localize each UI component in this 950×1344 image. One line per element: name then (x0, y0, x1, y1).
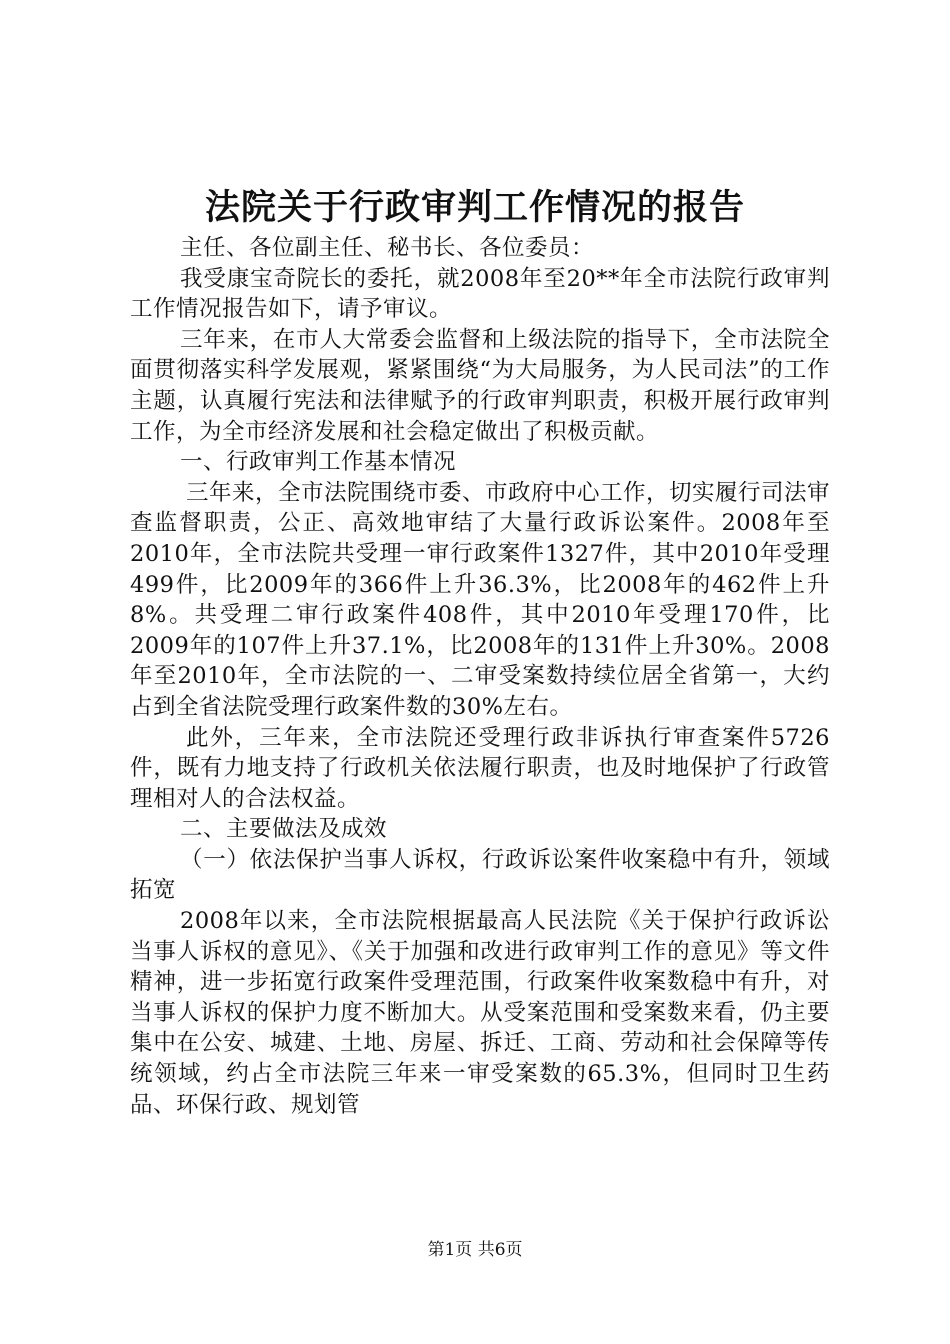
salutation: 主任、各位副主任、秘书长、各位委员： (180, 235, 595, 261)
document-body (130, 233, 830, 1120)
paragraph-case-statistics: 三年来，全市法院围绕市委、市政府中心工作，切实履行司法审查监督职责，公正、高效地审结了大量行政诉讼案件。2008年至2010年，全市法院共受理一审行政案件1327件，其中2010年受理499件，比2009年的366件上升36.3%，比2008年的462件上升8%。共受理二审行政案件408件，其中2010年受理170件，比2009年的107件上升37.1%，比2008年的131件上升30%。2008年至2010年，全市法院的一、二审受案数持续位居全省第一，大约占到全省法院受理行政案件数的30%左右。 (130, 479, 831, 720)
subsection-heading-1: （一）依法保护当事人诉权，行政诉讼案件收案稳中有升，领域拓宽 (130, 846, 830, 904)
paragraph-commission: 我受康宝奇院长的委托，就2008年至20**年全市法院行政审判工作情况报告如下，请予审议。 (130, 265, 830, 323)
section-heading-1: 一、行政审判工作基本情况 (180, 449, 457, 476)
section-heading-2: 二、主要做法及成效 (180, 816, 388, 843)
page-footer: 第1页 共6页 (427, 1240, 523, 1260)
document-title: 法院关于行政审判工作情况的报告 (204, 187, 745, 228)
paragraph-non-litigation: 此外，三年来，全市法院还受理行政非诉执行审查案件5726件，既有力地支持了行政机关依法履行职责，也及时地保护了行政管理相对人的合法权益。 (130, 724, 830, 812)
paragraph-three-years: 三年来，在市人大常委会监督和上级法院的指导下，全市法院全面贯彻落实科学发展观，紧紧围绕“为大局服务，为人民司法”的工作主题，认真履行宪法和法律赋予的行政审判职责，积极开展行政审判工作，为全市经济发展和社会稳定做出了积极贡献。 (130, 326, 830, 445)
paragraph-since-2008: 2008年以来，全市法院根据最高人民法院《关于保护行政诉讼当事人诉权的意见》、《关于加强和改进行政审判工作的意见》等文件精神，进一步拓宽行政案件受理范围，行政案件收案数稳中有升，对当事人诉权的保护力度不断加大。从受案范围和受案数来看，仍主要集中在公安、城建、土地、房屋、拆迁、工商、劳动和社会保障等传统领域，约占全市法院三年来一审受案数的65.3%，但同时卫生药品、环保行政、规划管 (130, 908, 830, 1118)
